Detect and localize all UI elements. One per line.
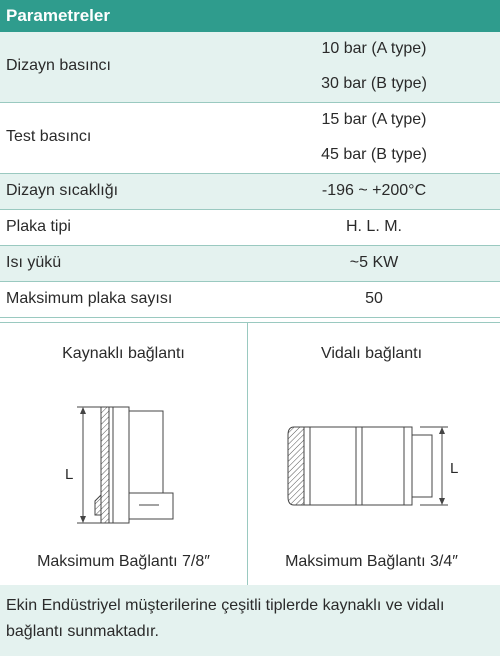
threaded-connection-title: Vidalı bağlantı bbox=[320, 345, 423, 362]
welded-dimension-label: L bbox=[65, 466, 74, 483]
threaded-connection-caption: Maksimum Bağlantı 3/4″ bbox=[285, 553, 458, 570]
row-value: ~5 KW bbox=[349, 254, 399, 271]
section-header bbox=[0, 0, 500, 32]
row-value: -196 ~ +200°C bbox=[321, 182, 427, 199]
welded-connection-title: Kaynaklı bağlantı bbox=[62, 345, 185, 362]
row-label: Test basıncı bbox=[6, 128, 92, 145]
row-max-plates bbox=[0, 282, 500, 318]
parameters-table bbox=[0, 32, 500, 318]
row-label: Isı yükü bbox=[6, 254, 62, 271]
row-plate-type bbox=[0, 210, 500, 246]
row-value: 10 bar (A type) bbox=[321, 40, 427, 57]
row-value: 15 bar (A type) bbox=[321, 111, 427, 128]
threaded-connection-drawing bbox=[282, 405, 472, 525]
footer-note bbox=[0, 585, 500, 656]
row-test-pressure bbox=[0, 103, 500, 174]
section-title: Parametreler bbox=[6, 6, 110, 25]
welded-connection-caption: Maksimum Bağlantı 7/8″ bbox=[37, 553, 210, 570]
row-label: Plaka tipi bbox=[6, 218, 71, 235]
row-design-pressure bbox=[0, 32, 500, 103]
row-heat-load bbox=[0, 246, 500, 282]
row-label: Maksimum plaka sayısı bbox=[6, 290, 173, 307]
row-value: H. L. M. bbox=[345, 218, 402, 235]
connection-diagrams bbox=[0, 322, 500, 586]
row-label: Dizayn sıcaklığı bbox=[6, 182, 119, 199]
row-label: Dizayn basıncı bbox=[6, 57, 111, 74]
row-value: 30 bar (B type) bbox=[321, 75, 427, 92]
row-value: 50 bbox=[365, 290, 383, 307]
row-design-temperature bbox=[0, 174, 500, 210]
footer-text: Ekin Endüstriyel müşterilerine çeşitli tiplerde kaynaklı ve vidalı bağlantı sunmaktadır. bbox=[6, 597, 445, 640]
threaded-dimension-label: L bbox=[450, 460, 459, 477]
welded-connection-drawing bbox=[55, 391, 195, 541]
row-value: 45 bar (B type) bbox=[321, 146, 427, 163]
